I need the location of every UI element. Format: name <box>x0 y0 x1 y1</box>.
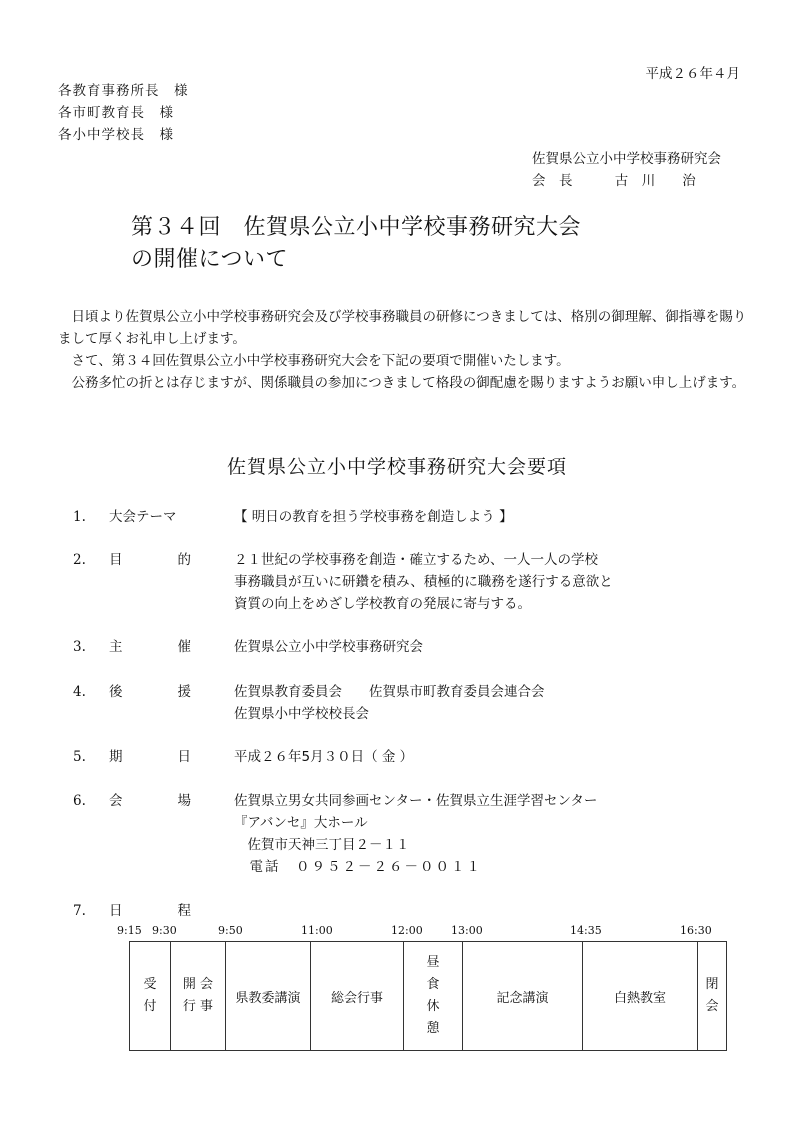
item-number: 5. <box>73 749 86 765</box>
cell-line: 昼 <box>426 955 440 970</box>
label-char: 期 <box>109 749 123 765</box>
schedule-cell-lecture <box>226 942 311 1051</box>
schedule-time: 9:15 <box>117 924 142 937</box>
item-content <box>234 790 597 878</box>
content-line: 平成２６年5月３０日（ 金 ） <box>234 749 414 765</box>
content-line: 事務職員が互いに研鑽を積み、積極的に職務を遂行する意欲と <box>234 574 613 590</box>
cell-line: 付 <box>143 999 157 1014</box>
item-number: 7. <box>73 903 86 919</box>
label-char: 場 <box>177 793 191 809</box>
label-char: 催 <box>177 639 191 655</box>
schedule-cell-lunch <box>404 942 463 1051</box>
body-paragraph: 公務多忙の折とは存じますが、関係職員の参加につきまして格段の御配慮を賜りますようお願い申し上げます。 <box>71 375 746 391</box>
label-char: 主 <box>109 639 123 655</box>
label-char: 援 <box>177 684 191 700</box>
schedule-row <box>130 942 727 1051</box>
content-line: 佐賀県立男女共同参画センター・佐賀県立生涯学習センター <box>234 793 598 809</box>
document-date: 平成２６年４月 <box>645 66 740 82</box>
content-line: 電話 ０９５２－２６－００１１ <box>234 859 482 875</box>
schedule-cell-opening <box>171 942 226 1051</box>
schedule-time: 16:30 <box>680 924 712 937</box>
label-char: 程 <box>177 903 191 919</box>
item-number: 6. <box>73 793 86 809</box>
cell-line: 記念講演 <box>496 990 549 1006</box>
recipient: 各小中学校長 様 <box>58 127 174 143</box>
body-paragraph: さて、第３４回佐賀県公立小中学校事務研究大会を下記の要項で開催いたします。 <box>71 353 570 369</box>
item-label <box>109 681 191 703</box>
label-char: 会 <box>109 793 123 809</box>
cell-line: 受 <box>143 977 157 992</box>
content-line: ２１世紀の学校事務を創造・確立するため、一人一人の学校 <box>234 552 598 568</box>
schedule-cell-general-meeting <box>311 942 404 1051</box>
body-paragraph: 日頃より佐賀県公立小中学校事務研究会及び学校事務職員の研修につきましては、格別の御理解、御指導を賜りまして厚くお礼申し上げます。 <box>58 309 747 347</box>
schedule-cell-reception <box>130 942 171 1051</box>
outline-title: 佐賀県公立小中学校事務研究大会要項 <box>226 456 567 478</box>
item-label <box>109 636 191 658</box>
schedule-cell-closing <box>698 942 727 1051</box>
item-label <box>109 549 191 571</box>
item-number: 1. <box>73 509 86 525</box>
item-content <box>234 681 545 725</box>
cell-line: 会 <box>705 999 719 1014</box>
item-number: 4. <box>73 684 86 700</box>
item-content <box>234 549 613 615</box>
content-line: 【 明日の教育を担う学校事務を創造しよう 】 <box>234 509 513 525</box>
body-text <box>58 306 748 394</box>
schedule-time: 14:35 <box>570 924 602 937</box>
sender-role-line <box>532 170 721 192</box>
cell-line: 行 事 <box>182 999 214 1014</box>
schedule-time: 9:50 <box>218 924 243 937</box>
schedule-time: 9:30 <box>152 924 177 937</box>
schedule-cell-memorial-lecture <box>463 942 583 1051</box>
cell-line: 白熱教室 <box>613 990 666 1006</box>
cell-line: 食 <box>426 977 440 992</box>
cell-line: 開 会 <box>182 977 214 992</box>
title-line-1: 第３４回 佐賀県公立小中学校事務研究大会 <box>131 215 582 240</box>
item-label <box>109 790 191 812</box>
schedule-time: 11:00 <box>301 924 333 937</box>
item-content <box>234 506 513 528</box>
sender-role: 会 長 <box>532 173 573 189</box>
label-char: 後 <box>109 684 123 700</box>
label-char: 的 <box>177 552 191 568</box>
schedule-time: 13:00 <box>451 924 483 937</box>
recipient: 各市町教育長 様 <box>58 105 174 121</box>
item-number: 2. <box>73 552 86 568</box>
content-line: 『アバンセ』大ホール <box>234 815 368 831</box>
recipient: 各教育事務所長 様 <box>58 83 189 99</box>
content-line: 佐賀県教育委員会 佐賀県市町教育委員会連合会 <box>234 684 545 700</box>
item-content <box>234 636 423 658</box>
label-char: 日 <box>177 749 191 765</box>
item-label: 大会テーマ <box>109 509 177 525</box>
title-line-2: の開催について <box>131 247 289 272</box>
item-label <box>109 900 191 922</box>
item-label <box>109 746 191 768</box>
cell-line: 総会行事 <box>330 990 383 1006</box>
content-line: 佐賀市天神三丁目２－１１ <box>234 837 410 853</box>
cell-line: 閉 <box>705 977 719 992</box>
schedule-time: 12:00 <box>391 924 423 937</box>
content-line: 佐賀県小中学校校長会 <box>234 706 369 722</box>
content-line: 資質の向上をめざし学校教育の発展に寄与する。 <box>234 596 531 612</box>
cell-line: 憩 <box>426 1021 440 1036</box>
sender <box>532 148 721 192</box>
sender-name: 古 川 治 <box>614 173 696 189</box>
recipients <box>58 80 189 146</box>
item-content <box>234 746 413 768</box>
label-char: 日 <box>109 903 123 919</box>
schedule-cell-hakunetsu <box>583 942 698 1051</box>
content-line: 佐賀県公立小中学校事務研究会 <box>234 639 423 655</box>
item-number: 3. <box>73 639 86 655</box>
label-char: 目 <box>109 552 123 568</box>
schedule-table <box>129 941 727 1051</box>
document-title <box>131 212 581 276</box>
cell-line: 休 <box>426 999 440 1014</box>
sender-org: 佐賀県公立小中学校事務研究会 <box>532 151 721 167</box>
cell-line: 県教委講演 <box>235 990 301 1006</box>
